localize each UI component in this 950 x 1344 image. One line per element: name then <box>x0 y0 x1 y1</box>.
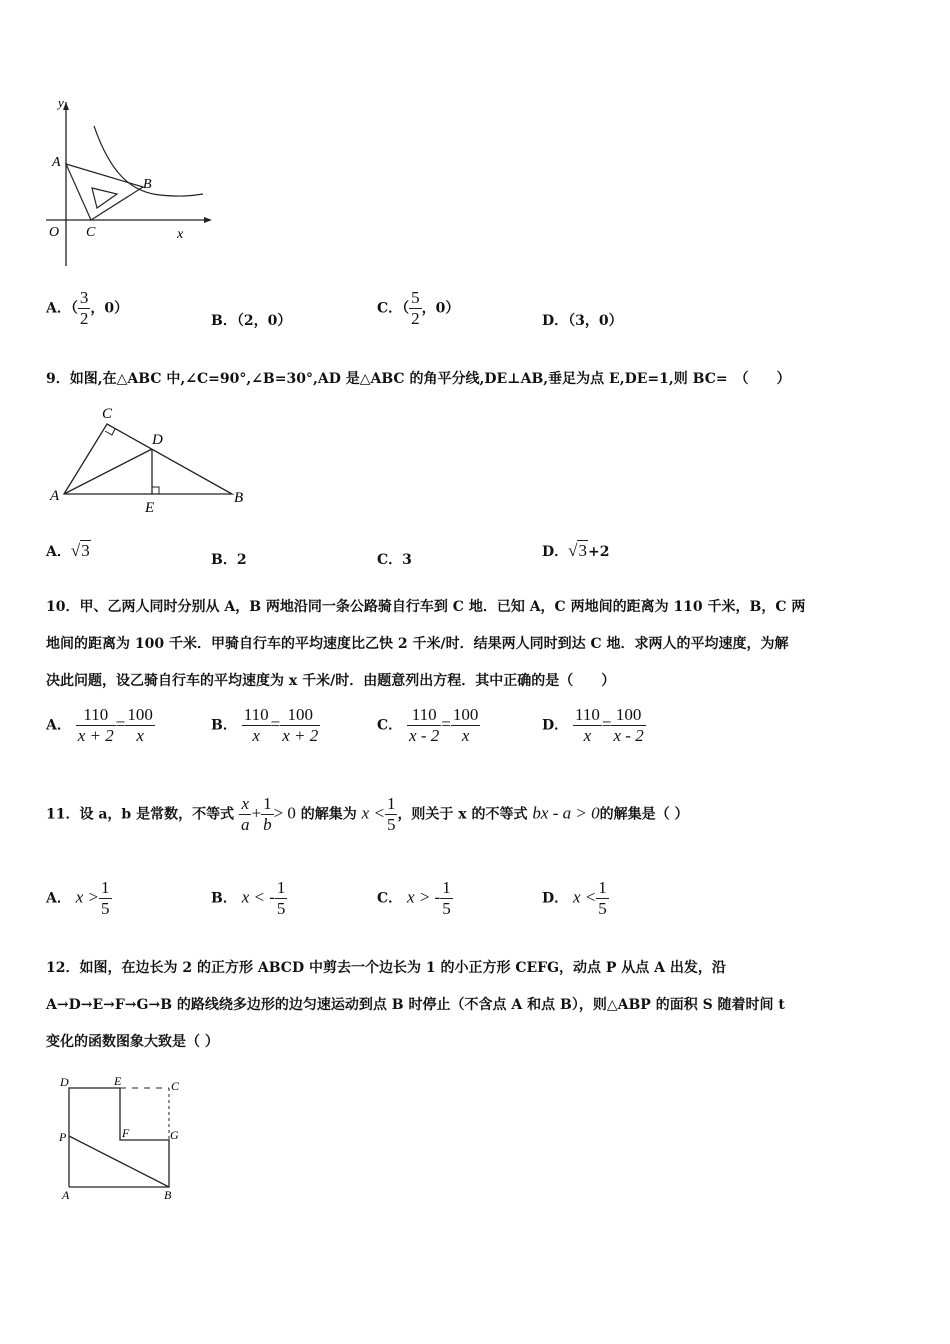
label-x: x <box>177 227 184 242</box>
fraction: $\frac{110}{x + 2}$ <box>77 705 114 745</box>
fraction: $\frac{1}{5}$ <box>386 794 396 834</box>
q8-option-c[interactable]: C．（ $\frac{5}{2}$ ，0） <box>377 288 460 328</box>
q9-option-d[interactable]: D．√3+2 <box>542 541 610 560</box>
q9-option-a[interactable]: A．√3 <box>46 541 90 560</box>
q8-option-b[interactable]: B．（2，0） <box>211 313 292 329</box>
q8-option-a[interactable]: A．（ $\frac{3}{2}$ ，0） <box>46 288 129 328</box>
q10-option-c[interactable]: C． $\frac{110}{x - 2}$ = $\frac{100}{x}$ <box>377 705 479 745</box>
fraction: $\frac{100}{x - 2}$ <box>613 705 644 745</box>
q10-option-d[interactable]: D． $\frac{110}{x}$ = $\frac{100}{x - 2}$ <box>542 705 644 745</box>
fraction: $\frac{3}{2}$ <box>79 288 89 328</box>
fraction: $\frac{x}{a}$ <box>240 794 250 834</box>
q9-figure <box>44 402 254 517</box>
q12-line1: 12．如图，在边长为 2 的正方形 ABCD 中剪去一个边长为 1 的小正方形 CEFG，动点 P 从点 A 出发，沿 <box>46 960 726 976</box>
q10-option-b[interactable]: B． $\frac{110}{x}$ = $\frac{100}{x + 2}$ <box>211 705 319 745</box>
fraction: $\frac{110}{x}$ <box>575 705 600 745</box>
fraction: $\frac{100}{x}$ <box>127 705 153 745</box>
polygon-adefgb <box>69 1088 169 1187</box>
label-a: A <box>50 488 60 504</box>
q11-option-c[interactable]: C． x > - $\frac{1}{5}$ <box>377 878 451 918</box>
q11-stem: 11．设 a，b 是常数，不等式 $\frac{x}{a}$ + $\frac{1}{b}$ > 0 的解集为 x < $\frac{1}{5}$ ，则关于 x 的不等式 bx - a > 0的解集是（ ） <box>46 794 689 834</box>
q9-stem: 9．如图,在△ABC 中,∠C=90°,∠B=30°,AD 是△ABC 的角平分线,DE⊥AB,垂足为点 E,DE=1,则 BC= （ ） <box>46 371 791 387</box>
label-y: y <box>58 95 64 110</box>
q8-option-d[interactable]: D．（3，0） <box>542 313 623 329</box>
q12-line3: 变化的函数图象大致是（ ） <box>46 1034 219 1050</box>
fraction: $\frac{110}{x}$ <box>243 705 269 745</box>
label-c: C <box>171 1079 180 1093</box>
q10-line3: 决此问题，设乙骑自行车的平均速度为 x 千米/时．由题意列出方程．其中正确的是（ ） <box>46 673 616 689</box>
q12-figure <box>54 1072 194 1204</box>
triangle-abc <box>66 164 143 220</box>
label-b: B <box>234 490 244 506</box>
q10-line1: 10．甲、乙两人同时分别从 A，B 两地沿同一条公路骑自行车到 C 地．已知 A，C 两地间的距离为 110 千米，B，C 两 <box>46 599 806 615</box>
fraction: $\frac{100}{x}$ <box>452 705 479 745</box>
fraction: $\frac{1}{5}$ <box>598 878 607 918</box>
label-o: O <box>49 225 60 240</box>
fraction: $\frac{100}{x + 2}$ <box>282 705 319 745</box>
label-f: F <box>122 1126 130 1140</box>
label-c: C <box>86 225 96 240</box>
triangle-abc <box>64 424 232 494</box>
q11-option-d[interactable]: D． x < $\frac{1}{5}$ <box>542 878 607 918</box>
label-p: P <box>59 1130 67 1144</box>
fraction: $\frac{1}{5}$ <box>276 878 286 918</box>
label-d: D <box>152 432 163 448</box>
label-b: B <box>164 1188 172 1202</box>
segment-pb <box>69 1136 169 1187</box>
fraction: $\frac{1}{b}$ <box>263 794 272 834</box>
label-e: E <box>145 500 155 516</box>
q11-option-a[interactable]: A． x > $\frac{1}{5}$ <box>46 878 110 918</box>
fraction: $\frac{5}{2}$ <box>411 288 420 328</box>
fraction: $\frac{110}{x - 2}$ <box>409 705 440 745</box>
q12-line2: A→D→E→F→G→B 的路线绕多边形的边匀速运动到点 B 时停止（不含点 A 和点 B），则△ABP 的面积 S 随着时间 t <box>46 997 785 1013</box>
label-a: A <box>62 1188 70 1202</box>
label-a: A <box>52 155 61 170</box>
sqrt: √3 <box>568 541 587 560</box>
q9-option-c[interactable]: C．3 <box>377 552 412 568</box>
label-g: G <box>170 1128 179 1142</box>
sqrt: √3 <box>70 541 90 560</box>
inner-triangle <box>92 188 117 208</box>
label-d: D <box>60 1075 69 1089</box>
label-c: C <box>102 406 113 422</box>
q9-option-b[interactable]: B．2 <box>211 552 247 568</box>
q11-option-b[interactable]: B． x < - $\frac{1}{5}$ <box>211 878 286 918</box>
fraction: $\frac{1}{5}$ <box>101 878 110 918</box>
q8-figure <box>40 92 220 277</box>
q10-option-a[interactable]: A． $\frac{110}{x + 2}$ = $\frac{100}{x}$ <box>46 705 153 745</box>
q10-line2: 地间的距离为 100 千米．甲骑自行车的平均速度比乙快 2 千米/时．结果两人同时到达 C 地．求两人的平均速度，为解 <box>46 636 789 652</box>
label-e: E <box>114 1074 122 1088</box>
fraction: $\frac{1}{5}$ <box>442 878 451 918</box>
label-b: B <box>143 177 152 192</box>
